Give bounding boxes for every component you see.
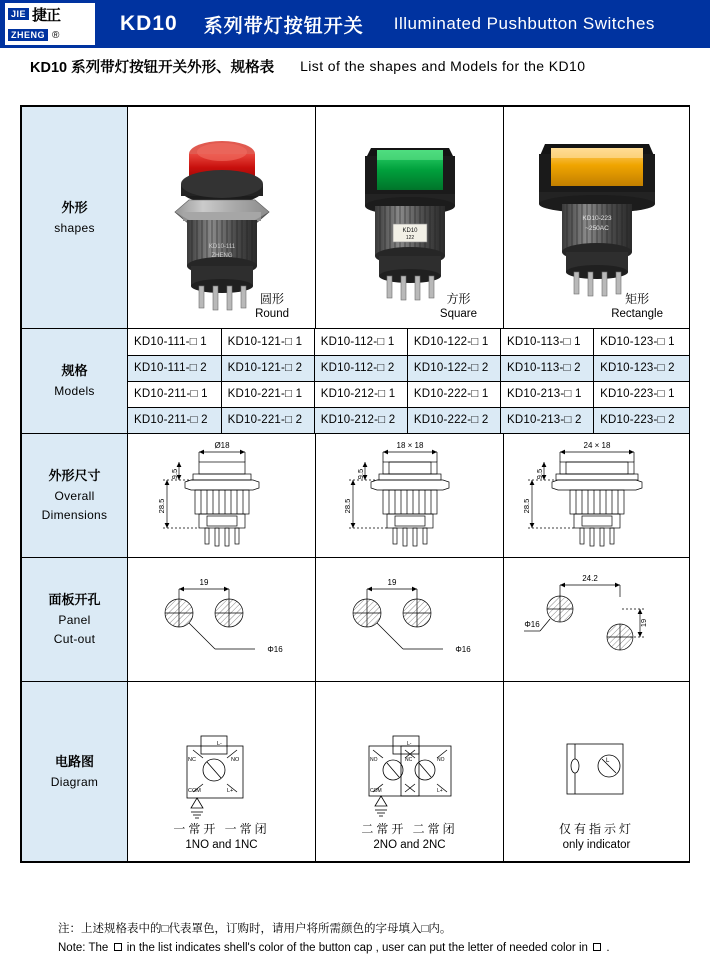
round-switch-illustration (147, 120, 297, 315)
svg-text:NC: NC (187, 756, 196, 763)
logo-zheng-text: ZHENG (8, 29, 48, 41)
model-cell: KD10-123-□ 1 (594, 329, 689, 355)
circuit-diagram-indicator (504, 682, 690, 862)
model-cell: KD10-112-□ 1 (314, 329, 407, 355)
dimension-drawing-round (128, 434, 316, 558)
logo-row-bottom (5, 25, 95, 45)
rowhead-dimensions-cn: 外形尺寸 (48, 468, 101, 483)
svg-text:NC: NC (404, 756, 412, 763)
table-row (128, 329, 689, 355)
svg-text:L+: L+ (436, 787, 443, 794)
svg-text:24 × 18: 24 × 18 (583, 440, 610, 450)
diagram-caption-1-en: 1NO and 1NC (185, 839, 258, 851)
rowhead-diagram (22, 682, 128, 862)
model-cell: KD10-221-□ 2 (221, 407, 314, 433)
rectangle-cutout-drawing (512, 565, 682, 675)
row-shapes (22, 107, 690, 329)
model-cell: KD10-112-□ 2 (314, 355, 407, 381)
rowhead-cutout (22, 558, 128, 682)
svg-text:Φ16: Φ16 (454, 644, 471, 654)
svg-text:122: 122 (405, 235, 414, 241)
model-cell: KD10-221-□ 1 (221, 381, 314, 407)
footnote-english (20, 939, 690, 958)
model-cell: KD10-222-□ 1 (407, 381, 500, 407)
cutout-drawing-round (128, 558, 316, 682)
header-title-english: Illuminated Pushbutton Switches (393, 14, 655, 33)
footnote (20, 920, 690, 958)
model-cell: KD10-121-□ 2 (221, 355, 314, 381)
diagram-caption-1 (128, 821, 315, 853)
svg-text:KD10-223: KD10-223 (581, 215, 612, 222)
shape-caption-square-en: Square (439, 308, 477, 320)
footnote-english-end: . (606, 942, 610, 954)
rowhead-cutout-en2: Cut-out (53, 632, 96, 646)
brand-logo (4, 2, 96, 46)
cutout-drawing-square (316, 558, 504, 682)
model-cell: KD10-113-□ 2 (501, 355, 594, 381)
rectangle-dimension-drawing (512, 436, 682, 556)
page-header (0, 0, 710, 48)
row-dimensions (22, 434, 690, 558)
model-cell: KD10-111-□ 2 (128, 355, 221, 381)
color-placeholder-square-icon (593, 943, 601, 951)
model-cell: KD10-213-□ 2 (501, 407, 594, 433)
header-title-chinese: 系列带灯按钮开关 (203, 15, 364, 37)
row-diagram (22, 682, 690, 862)
dimension-drawing-rectangle (504, 434, 690, 558)
rowhead-diagram-en: Diagram (50, 774, 99, 789)
section-title-chinese: KD10 系列带灯按钮开关外形、规格表 (30, 59, 275, 76)
model-cell: KD10-223-□ 2 (594, 407, 689, 433)
shape-photo-rectangle (504, 107, 690, 329)
svg-text:ZHENG: ZHENG (211, 253, 232, 259)
model-cell: KD10-211-□ 2 (128, 407, 221, 433)
footnote-english-pre: Note: The (58, 942, 109, 954)
dimension-drawing-square (316, 434, 504, 558)
svg-text:19: 19 (638, 618, 648, 627)
diagram-2no-2nc (345, 726, 475, 836)
svg-text:24.2: 24.2 (581, 573, 598, 583)
model-cell: KD10-222-□ 2 (407, 407, 500, 433)
model-cell: KD10-122-□ 2 (407, 355, 500, 381)
shape-caption-round-en: Round (255, 308, 289, 320)
rowhead-models-en: Models (54, 384, 95, 398)
row-models (22, 329, 690, 434)
section-title-english: List of the shapes and Models for the KD10 (300, 58, 586, 74)
rowhead-shapes (22, 107, 128, 329)
shape-caption-square (440, 292, 477, 322)
svg-text:9.5: 9.5 (169, 468, 179, 479)
svg-text:NO: NO (369, 756, 377, 763)
diagram-only-indicator (537, 726, 657, 826)
row-panel-cutout (22, 558, 690, 682)
circuit-diagram-2no2nc (316, 682, 504, 862)
specification-table (20, 105, 690, 863)
svg-text:COM: COM (187, 787, 201, 794)
diagram-caption-3-cn: 仅有指示灯 (558, 822, 634, 836)
logo-row-top (5, 3, 95, 25)
shape-photo-round (128, 107, 316, 329)
shape-caption-rectangle-cn: 矩形 (625, 292, 650, 306)
table-row (128, 355, 689, 381)
section-title (0, 48, 710, 84)
round-dimension-drawing (137, 436, 307, 556)
logo-jie-text: JIE (8, 8, 29, 20)
svg-text:L+: L+ (226, 787, 233, 794)
diagram-caption-3-en: only indicator (562, 839, 631, 851)
rowhead-dimensions (22, 434, 128, 558)
color-placeholder-square-icon (114, 943, 122, 951)
diagram-caption-2 (316, 821, 503, 853)
svg-text:28.5: 28.5 (156, 498, 166, 513)
svg-text:9.5: 9.5 (534, 468, 544, 479)
rowhead-cutout-cn: 面板开孔 (48, 592, 101, 607)
svg-text:Φ16: Φ16 (266, 644, 283, 654)
model-cell: KD10-111-□ 1 (128, 329, 221, 355)
svg-text:KD10-111: KD10-111 (208, 244, 235, 250)
rowhead-cutout-en1: Panel (58, 613, 91, 627)
shape-caption-rectangle (611, 292, 663, 322)
shape-caption-square-cn: 方形 (446, 292, 471, 306)
cutout-drawing-rectangle (504, 558, 690, 682)
models-table (128, 329, 689, 433)
models-list-cell (128, 329, 690, 434)
rowhead-diagram-cn: 电路图 (54, 753, 94, 769)
rowhead-models-cn: 规格 (61, 363, 88, 378)
rowhead-shapes-cn: 外形 (61, 199, 88, 215)
svg-text:NO: NO (436, 756, 444, 763)
diagram-caption-1-cn: 一常开 一常闭 (173, 822, 270, 836)
model-cell: KD10-122-□ 1 (407, 329, 500, 355)
diagram-caption-3 (504, 821, 689, 853)
svg-text:19: 19 (387, 577, 396, 587)
square-cutout-drawing (325, 565, 495, 675)
svg-text:19: 19 (199, 577, 208, 587)
model-cell: KD10-212-□ 1 (314, 381, 407, 407)
model-cell: KD10-211-□ 1 (128, 381, 221, 407)
header-model-code: KD10 (120, 12, 178, 35)
svg-text:~250AC: ~250AC (584, 225, 609, 232)
footnote-chinese: 注：上述规格表中的□代表罩色，订购时，请用户将所需颜色的字母填入□内。 (58, 923, 452, 935)
rowhead-models (22, 329, 128, 434)
square-switch-illustration (335, 120, 485, 315)
rowhead-shapes-en: shapes (54, 220, 95, 235)
shape-caption-round (255, 292, 289, 322)
svg-text:L-: L- (216, 740, 222, 747)
registered-mark-icon: ® (52, 29, 60, 41)
svg-text:Ø18: Ø18 (213, 440, 230, 450)
model-cell: KD10-223-□ 1 (594, 381, 689, 407)
model-cell: KD10-212-□ 2 (314, 407, 407, 433)
svg-text:L: L (605, 757, 609, 764)
model-cell: KD10-123-□ 2 (594, 355, 689, 381)
shape-caption-rectangle-en: Rectangle (611, 308, 663, 320)
footnote-english-post: in the list indicates shell's color of the button cap , user can put the letter of needed color in (126, 942, 588, 954)
model-cell: KD10-213-□ 1 (501, 381, 594, 407)
svg-text:NO: NO (230, 756, 239, 763)
model-cell: KD10-121-□ 1 (221, 329, 314, 355)
rowhead-dimensions-en1: Overall (54, 489, 95, 503)
svg-text:L-: L- (406, 740, 411, 747)
diagram-caption-2-en: 2NO and 2NC (373, 839, 446, 851)
svg-text:COM: COM (369, 787, 382, 794)
shape-caption-round-cn: 圆形 (260, 292, 285, 306)
table-row (128, 407, 689, 433)
square-dimension-drawing (325, 436, 495, 556)
model-cell: KD10-113-□ 1 (501, 329, 594, 355)
logo-chinese-text: 捷正 (32, 6, 61, 24)
table-row (128, 381, 689, 407)
circuit-diagram-1no1nc (128, 682, 316, 862)
svg-text:9.5: 9.5 (355, 468, 365, 479)
shape-photo-square (316, 107, 504, 329)
diagram-1no-1nc (157, 726, 287, 836)
svg-text:18 × 18: 18 × 18 (396, 440, 423, 450)
svg-text:KD10: KD10 (401, 228, 418, 234)
rowhead-dimensions-en2: Dimensions (41, 508, 108, 522)
svg-text:28.5: 28.5 (521, 498, 531, 513)
round-cutout-drawing (137, 565, 307, 675)
svg-text:Φ16: Φ16 (523, 619, 540, 629)
rectangle-switch-illustration (517, 120, 677, 315)
diagram-caption-2-cn: 二常开 二常闭 (361, 822, 458, 836)
svg-text:28.5: 28.5 (342, 498, 352, 513)
